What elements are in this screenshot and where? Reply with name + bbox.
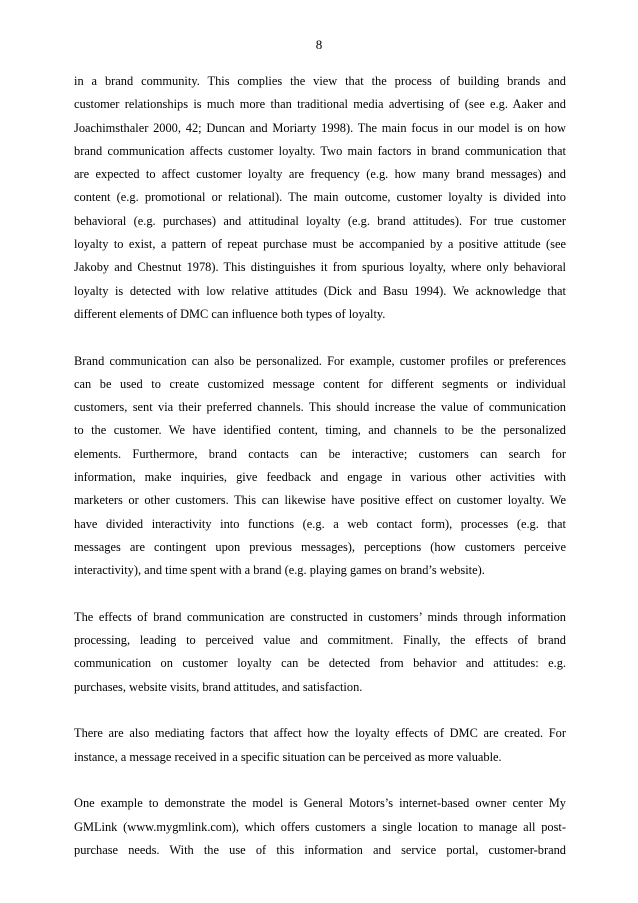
text-line: different elements of DMC can influence both types of loyalty. [74,306,386,321]
text-line: content (e.g. promotional or relational). The main outcome, customer loyalty is divided into [74,190,566,205]
text-line: brand communication affects customer loyalty. Two main factors in brand communication that [74,143,566,158]
paragraph-5 [74,792,566,862]
text-line: There are also mediating factors that affect how the loyalty effects of DMC are created. For [74,726,566,741]
paragraph-gap [74,769,566,792]
text-line: loyalty is detected with low relative attitudes (Dick and Basu 1994). We acknowledge that [74,283,566,298]
text-line: purchase needs. With the use of this information and service portal, customer-brand [74,842,566,857]
paragraph-3 [74,606,566,699]
text-line: instance, a message received in a specific situation can be perceived as more valuable. [74,749,502,764]
text-line: interactivity), and time spent with a brand (e.g. playing games on brand’s website). [74,563,485,578]
text-line: Joachimsthaler 2000, 42; Duncan and Moriarty 1998). The main focus in our model is on how [74,120,566,135]
text-line: information, make inquiries, give feedback and engage in various other activities with [74,470,566,485]
text-line: purchases, website visits, brand attitudes, and satisfaction. [74,679,363,694]
text-line: messages are contingent upon previous messages), perceptions (how customers perceive [74,539,566,554]
text-line: marketers or other customers. This can likewise have positive effect on customer loyalty. We [74,493,566,508]
paragraph-2 [74,350,566,583]
paragraph-gap [74,326,566,349]
text-line: behavioral (e.g. purchases) and attitudinal loyalty (e.g. brand attitudes). For true customer [74,213,566,228]
paragraph-gap [74,583,566,606]
text-line: are expected to affect customer loyalty are frequency (e.g. how many brand messages) and [74,167,566,182]
text-line: can be used to create customized message content for different segments or individual [74,376,566,391]
text-line: loyalty to exist, a pattern of repeat purchase must be accompanied by a positive attitude (see [74,237,566,252]
text-line: in a brand community. This complies the view that the process of building brands and [74,74,566,88]
text-line: communication on customer loyalty can be detected from behavior and attitudes: e.g. [74,656,566,671]
text-line: GMLink (www.mygmlink.com), which offers customers a single location to manage all post- [74,819,566,834]
paragraph-4 [74,722,566,769]
paragraph-gap [74,699,566,722]
page-number: 8 [315,37,323,52]
body-text [74,70,566,862]
text-line: Jakoby and Chestnut 1978). This distinguishes it from spurious loyalty, where only behavioral [74,260,566,275]
paragraph-1 [74,70,566,326]
text-line: have divided interactivity into functions (e.g. a web contact form), processes (e.g. that [74,516,566,531]
text-line: to the customer. We have identified content, timing, and channels to be the personalized [74,423,566,438]
text-line: One example to demonstrate the model is General Motors’s internet-based owner center My [74,796,566,811]
text-line: customers, sent via their preferred channels. This should increase the value of communication [74,400,566,415]
text-line: elements. Furthermore, brand contacts can be interactive; customers can search for [74,446,566,461]
text-line: Brand communication can also be personalized. For example, customer profiles or preferences [74,353,566,368]
text-line: processing, leading to perceived value and commitment. Finally, the effects of brand [74,633,566,648]
text-line: customer relationships is much more than traditional media advertising of (see e.g. Aaker and [74,97,566,112]
text-line: The effects of brand communication are constructed in customers’ minds through information [74,609,566,624]
